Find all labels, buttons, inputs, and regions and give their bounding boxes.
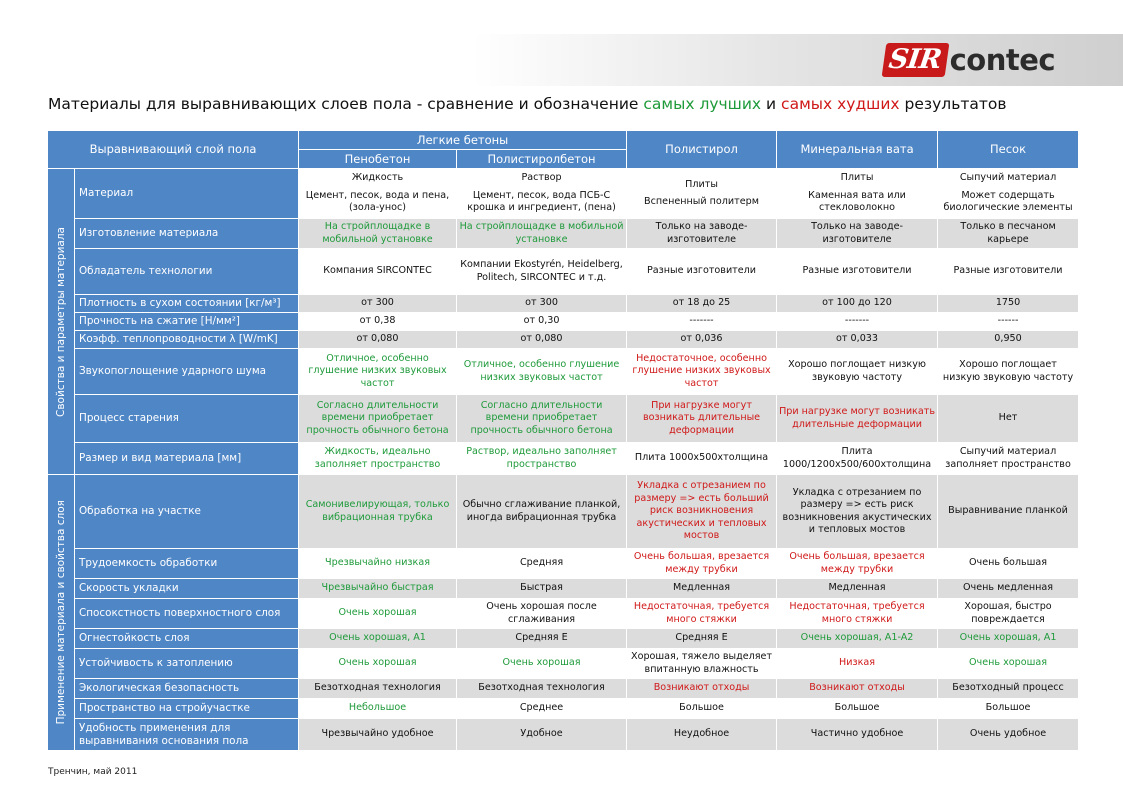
table-cell xyxy=(938,331,1079,349)
cell-text: Медленная xyxy=(673,582,731,594)
cell-text: Удобное xyxy=(520,728,563,740)
cell-text: Плита 1000х500хтолщина xyxy=(634,452,769,464)
table-cell xyxy=(627,549,777,579)
row-label: Скорость укладки xyxy=(75,579,299,599)
cell-text: Компании Ekostyrén, Heidelberg, Politech, SIRCONTEC и т.д. xyxy=(460,259,623,283)
cell-text: Возникают отходы xyxy=(653,682,750,694)
table-cell xyxy=(299,629,457,649)
table-cell xyxy=(777,629,938,649)
cell-text: Очень хорошая xyxy=(338,607,417,619)
table-cell xyxy=(777,313,938,331)
table-cell xyxy=(627,475,777,549)
cell-text: 1750 xyxy=(995,297,1021,309)
table-cell xyxy=(457,331,627,349)
table-cell xyxy=(627,443,777,475)
sircontec-logo xyxy=(884,41,1055,79)
cell-text: Очень удобное xyxy=(969,728,1047,740)
cell-text: Безотходная технология xyxy=(314,682,441,694)
logo-contec-text: contec xyxy=(949,43,1056,77)
cell-text: Очень большая xyxy=(968,557,1048,569)
cell-subtext: Каменная вата или стекловолокно xyxy=(808,189,906,214)
table-cell xyxy=(457,699,627,719)
cell-text: Недостаточная, требуется много стяжки xyxy=(633,601,770,625)
table-cell xyxy=(627,295,777,313)
cell-text: от 0,080 xyxy=(520,333,563,345)
table-cell xyxy=(457,395,627,443)
row-label: Огнестойкость слоя xyxy=(75,629,299,649)
table-cell xyxy=(627,395,777,443)
table-row xyxy=(48,443,1079,475)
cell-text: Недостаточная, требуется много стяжки xyxy=(789,601,925,625)
table-cell xyxy=(457,349,627,395)
title-part1: Материалы для выравнивающих слоев пола - сравнение и обозначение xyxy=(48,95,644,113)
cell-text: ------ xyxy=(997,315,1019,327)
title-best: самых лучших xyxy=(643,95,762,113)
cell-text: Очень большая, врезается между трубки xyxy=(789,551,925,575)
cell-text: Только на заводе-изготовителе xyxy=(811,221,903,245)
cell-text: Выравнивание планкой xyxy=(948,505,1068,517)
table-cell xyxy=(627,599,777,629)
cell-text: Сыпучий материал заполняет пространство xyxy=(945,446,1071,470)
table-cell xyxy=(457,169,627,219)
row-label: Устойчивость к затоплению xyxy=(75,649,299,679)
table-cell xyxy=(777,719,938,751)
row-label: Процесс старения xyxy=(75,395,299,443)
table-cell xyxy=(457,475,627,549)
table-row xyxy=(48,295,1079,313)
table-cell xyxy=(457,249,627,295)
cell-text: Отличное, особенно глушение низких звуковых частот xyxy=(308,352,447,389)
cell-text: Неудобное xyxy=(673,728,730,740)
cell-text: Жидкость xyxy=(351,172,404,184)
table-cell xyxy=(299,169,457,219)
cell-text: Разные изготовители xyxy=(647,265,757,277)
cell-text: При нагрузке могут возникать длительные деформации xyxy=(642,399,761,436)
cell-text: Низкая xyxy=(839,657,876,669)
cell-text: Очень большая, врезается между трубки xyxy=(633,551,770,575)
table-cell xyxy=(627,219,777,249)
table-cell xyxy=(938,313,1079,331)
table-row xyxy=(48,313,1079,331)
table-cell xyxy=(457,629,627,649)
table-cell xyxy=(627,249,777,295)
table-cell xyxy=(457,719,627,751)
cell-text: ------- xyxy=(844,315,870,327)
table-cell xyxy=(299,443,457,475)
cell-text: Очень хорошая после сглаживания xyxy=(486,601,597,625)
cell-text: Очень хорошая, A1 xyxy=(329,632,426,644)
section-label-text: Применение материала и свойства слоя xyxy=(54,500,67,725)
cell-text: Большое xyxy=(985,702,1031,714)
cell-text: Самонивелирующая, только вибрационная трубка xyxy=(305,499,450,523)
row-label: Пространство на стройучастке xyxy=(75,699,299,719)
row-label: Изготовление материала xyxy=(75,219,299,249)
table-row xyxy=(48,599,1079,629)
cell-text: Очень хорошая xyxy=(338,657,417,669)
table-cell xyxy=(299,599,457,629)
table-cell xyxy=(938,475,1079,549)
cell-text: Очень хорошая xyxy=(502,657,581,669)
table-cell xyxy=(777,599,938,629)
table-cell xyxy=(938,699,1079,719)
cell-text: Сыпучий материал xyxy=(959,172,1057,184)
cell-text: Согласно длительности времени приобретает прочность обычного бетона xyxy=(306,399,449,436)
row-label: Обработка на участке xyxy=(75,475,299,549)
table-cell xyxy=(299,295,457,313)
table-cell xyxy=(457,443,627,475)
table-row xyxy=(48,395,1079,443)
cell-text: Возникают отходы xyxy=(809,682,905,694)
cell-text: Очень медленная xyxy=(962,582,1054,594)
table-row xyxy=(48,579,1079,599)
table-cell xyxy=(627,349,777,395)
cell-text: На стройплощадке в мобильной установке xyxy=(459,221,624,245)
cell-text: от 0,30 xyxy=(523,315,560,327)
table-cell xyxy=(299,331,457,349)
cell-text: Чрезвычайно быстрая xyxy=(321,582,434,594)
table-cell xyxy=(777,475,938,549)
table-cell xyxy=(457,295,627,313)
table-cell xyxy=(299,395,457,443)
cell-text: Плиты xyxy=(685,178,718,190)
header-material-1: Пенобетон xyxy=(299,150,457,169)
cell-subtext: Цемент, песок, вода и пена, (зола-унос) xyxy=(305,189,450,214)
cell-text: Обычно сглаживание планкой, иногда вибрационная трубка xyxy=(462,499,621,523)
cell-subtext: Вспененный политерм xyxy=(644,196,759,207)
row-label: Плотность в сухом состоянии [кг/м³] xyxy=(75,295,299,313)
cell-text: Большое xyxy=(834,702,880,714)
table-cell xyxy=(627,629,777,649)
cell-text: Жидкость, идеально заполняет пространство xyxy=(314,446,441,470)
title-worst: самых худших xyxy=(781,95,900,113)
table-cell xyxy=(627,313,777,331)
table-cell xyxy=(777,295,938,313)
table-cell xyxy=(938,219,1079,249)
cell-text: Частично удобное xyxy=(810,728,904,740)
table-cell xyxy=(299,349,457,395)
table-cell xyxy=(627,719,777,751)
table-cell xyxy=(938,349,1079,395)
table-cell xyxy=(938,599,1079,629)
title-part2: результатов xyxy=(899,95,1007,113)
row-label: Обладатель технологии xyxy=(75,249,299,295)
table-cell xyxy=(777,249,938,295)
cell-text: от 300 xyxy=(361,297,394,309)
table-cell xyxy=(938,629,1079,649)
table-cell xyxy=(938,395,1079,443)
cell-text: Укладка с отрезанием по размеру => есть больший риск возникновения акустических и тепловых мостов xyxy=(634,480,769,542)
table-cell xyxy=(299,579,457,599)
cell-text: Компания SIRCONTEC xyxy=(323,265,432,277)
cell-text: Только в песчаном карьере xyxy=(960,221,1056,245)
cell-text: Плиты xyxy=(840,172,874,184)
table-cell xyxy=(457,219,627,249)
cell-text: Средняя xyxy=(519,557,564,569)
table-cell xyxy=(777,649,938,679)
table-cell xyxy=(938,719,1079,751)
table-cell xyxy=(938,549,1079,579)
cell-text: от 18 до 25 xyxy=(672,297,731,309)
table-row xyxy=(48,719,1079,751)
table-row xyxy=(48,331,1079,349)
cell-text: Большое xyxy=(679,702,724,714)
table-cell xyxy=(627,331,777,349)
table-row xyxy=(48,699,1079,719)
table-cell xyxy=(777,169,938,219)
cell-text: Отличное, особенно глушение низких звуковых частот xyxy=(463,359,620,383)
cell-text: Хорошо поглощает низкую звуковую частоту xyxy=(788,359,926,383)
row-label: Коэфф. теплопроводности λ [W/mK] xyxy=(75,331,299,349)
cell-text: Хорошо поглощает низкую звуковую частоту xyxy=(942,359,1074,383)
row-label: Удобность применения для выравнивания основания пола xyxy=(75,719,299,751)
comparison-table xyxy=(47,130,1079,751)
cell-text: Быстрая xyxy=(520,582,563,594)
cell-text: Нет xyxy=(998,412,1018,424)
cell-text: Чрезвычайно удобное xyxy=(321,728,434,740)
table-cell xyxy=(457,679,627,699)
cell-text: Чрезвычайно низкая xyxy=(325,557,430,569)
page-title xyxy=(48,95,1007,113)
header-material-5: Песок xyxy=(938,131,1079,169)
cell-text: Раствор, идеально заполняет пространство xyxy=(466,446,617,470)
cell-text: Разные изготовители xyxy=(802,265,912,277)
table-cell xyxy=(938,579,1079,599)
table-row xyxy=(48,649,1079,679)
table-row xyxy=(48,249,1079,295)
cell-text: Медленная xyxy=(828,582,886,594)
title-and: и xyxy=(761,95,782,113)
table-cell xyxy=(777,699,938,719)
table-cell xyxy=(627,699,777,719)
cell-text: Укладка с отрезанием по размеру => есть риск возникновения акустических и тепловых мостов xyxy=(782,486,932,535)
table-row xyxy=(48,679,1079,699)
table-cell xyxy=(777,395,938,443)
table-cell xyxy=(457,549,627,579)
cell-subtext: Цемент, песок, вода ПСБ-С крошка и ингредиент, (пена) xyxy=(467,189,616,214)
table-row xyxy=(48,475,1079,549)
header-material-4: Минеральная вата xyxy=(777,131,938,169)
row-label: Звукопоглощение ударного шума xyxy=(75,349,299,395)
cell-text: Очень хорошая, A1-A2 xyxy=(800,632,914,644)
table-cell xyxy=(457,649,627,679)
table-cell xyxy=(777,679,938,699)
table-cell xyxy=(938,443,1079,475)
cell-subtext: Может содерщать биологические элементы xyxy=(943,189,1073,214)
footer-place-date: Тренчин, май 2011 xyxy=(48,767,138,777)
row-label: Прочность на сжатие [Н/мм²] xyxy=(75,313,299,331)
cell-text: от 0,033 xyxy=(836,333,879,345)
table-cell xyxy=(938,249,1079,295)
cell-text: Недостаточное, особенно глушение низких звуковых частот xyxy=(632,352,771,389)
cell-text: от 0,38 xyxy=(359,315,396,327)
cell-text: Безотходный процесс xyxy=(952,682,1064,694)
table-cell xyxy=(299,219,457,249)
cell-text: от 0,036 xyxy=(680,333,723,345)
cell-text: от 300 xyxy=(525,297,558,309)
table-cell xyxy=(938,649,1079,679)
row-label: Трудоемкость обработки xyxy=(75,549,299,579)
cell-text: ------- xyxy=(689,315,714,327)
logo-sir-mark: SIR xyxy=(882,43,949,77)
header-material-3: Полистирол xyxy=(627,131,777,169)
table-cell xyxy=(777,549,938,579)
cell-text: от 100 до 120 xyxy=(822,297,892,309)
table-body xyxy=(48,169,1079,751)
table-cell xyxy=(299,549,457,579)
section-label-1 xyxy=(48,169,75,475)
table-cell xyxy=(299,475,457,549)
cell-text: Хорошая, быстро повреждается xyxy=(964,601,1052,625)
table-cell xyxy=(299,649,457,679)
table-cell xyxy=(299,679,457,699)
cell-text: При нагрузке могут возникать длительные деформации xyxy=(779,406,935,430)
cell-text: Хорошая, тяжело выделяет впитанную влажность xyxy=(631,651,773,675)
section-label-2 xyxy=(48,475,75,751)
cell-text: Разные изготовители xyxy=(953,265,1063,277)
table-cell xyxy=(777,443,938,475)
section-label-text: Свойства и параметры материала xyxy=(54,226,67,417)
header-light-concrete: Легкие бетоны xyxy=(299,131,627,150)
cell-text: Безотходная технология xyxy=(478,682,605,694)
cell-text: Очень хорошая, A1 xyxy=(959,632,1057,644)
table-cell xyxy=(299,699,457,719)
row-label: Материал xyxy=(75,169,299,219)
cell-text: Средняя E xyxy=(515,632,568,644)
cell-text: Очень хорошая xyxy=(969,657,1048,669)
table-row xyxy=(48,169,1079,219)
table-cell xyxy=(299,249,457,295)
cell-text: Среднее xyxy=(519,702,564,714)
table-cell xyxy=(299,313,457,331)
table-cell xyxy=(938,295,1079,313)
table-cell xyxy=(627,579,777,599)
header-layer: Выравнивающий слой пола xyxy=(48,131,299,169)
table-cell xyxy=(777,331,938,349)
cell-text: 0,950 xyxy=(994,333,1022,345)
table-cell xyxy=(938,169,1079,219)
table-row xyxy=(48,629,1079,649)
table-cell xyxy=(457,599,627,629)
cell-text: Раствор xyxy=(521,172,562,184)
cell-text: Согласно длительности времени приобретает прочность обычного бетона xyxy=(470,399,613,436)
row-label: Спосокстность поверхностного слоя xyxy=(75,599,299,629)
table-cell xyxy=(457,313,627,331)
table-cell xyxy=(777,219,938,249)
table-cell xyxy=(627,679,777,699)
header-material-2: Полистиролбетон xyxy=(457,150,627,169)
table-cell xyxy=(457,579,627,599)
cell-text: Средняя E xyxy=(675,632,728,644)
table-cell xyxy=(777,349,938,395)
table-cell xyxy=(938,679,1079,699)
table-cell xyxy=(627,649,777,679)
table-cell xyxy=(627,169,777,219)
cell-text: от 0,080 xyxy=(356,333,399,345)
cell-text: На стройплощадке в мобильной установке xyxy=(322,221,433,245)
cell-text: Только на заводе-изготовителе xyxy=(655,221,748,245)
cell-text: Плита 1000/1200х500/600хтолщина xyxy=(782,446,932,470)
table-cell xyxy=(777,579,938,599)
table-row xyxy=(48,219,1079,249)
table-row xyxy=(48,349,1079,395)
table-cell xyxy=(299,719,457,751)
cell-text: Небольшое xyxy=(348,702,407,714)
row-label: Размер и вид материала [мм] xyxy=(75,443,299,475)
table-row xyxy=(48,549,1079,579)
row-label: Экологическая безопасность xyxy=(75,679,299,699)
